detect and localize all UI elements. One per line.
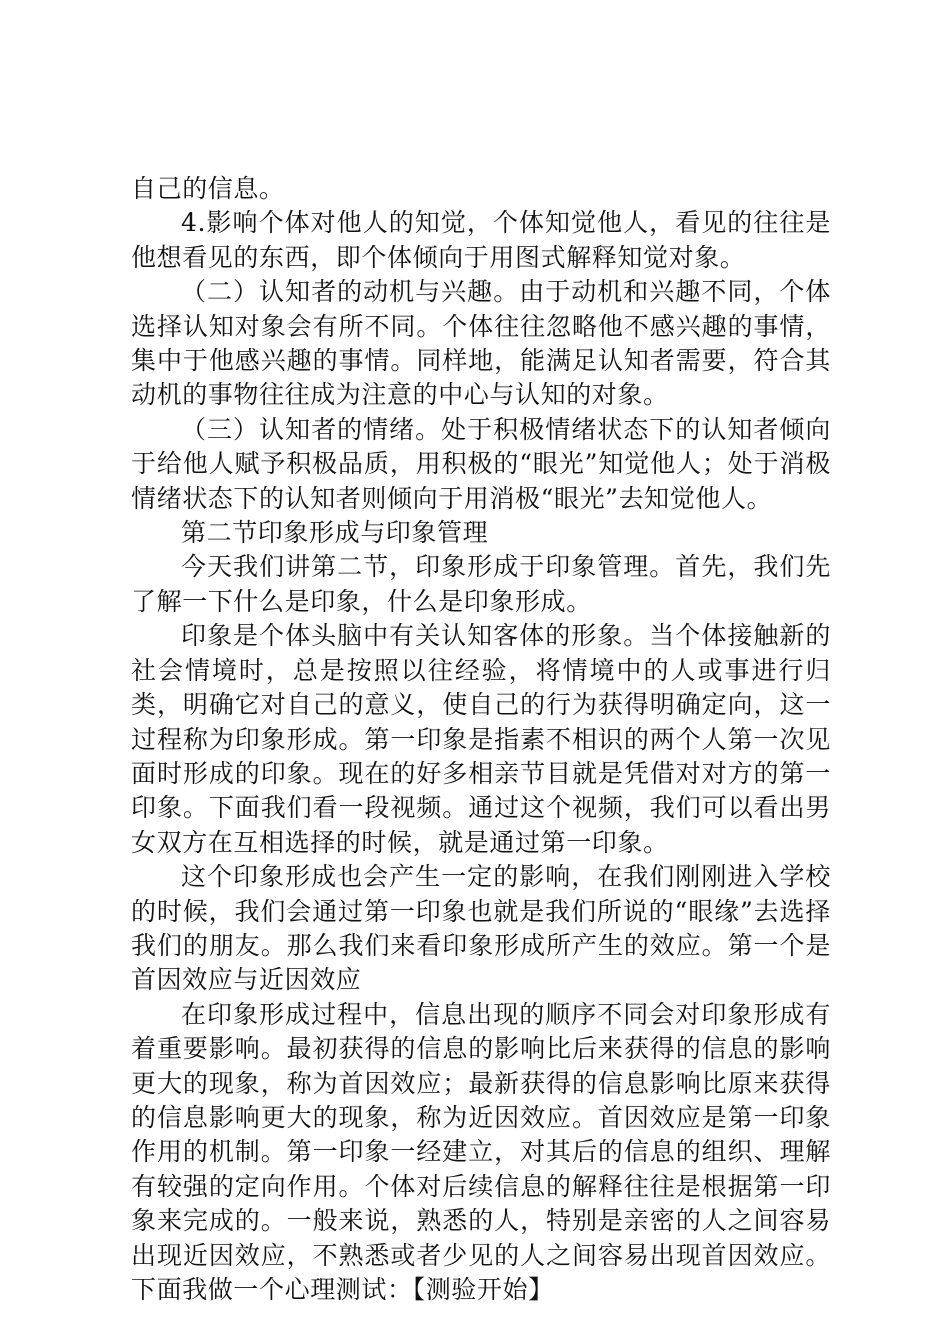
paragraph: 自己的信息。 bbox=[131, 174, 285, 203]
paragraph: （三）认知者的情绪。处于积极情绪状态下的认知者倾向于给他人赋予积极品质，用积极的“眼光”知觉他人；处于消极情绪状态下的认知者则倾向于用消极“眼光”去知觉他人。 bbox=[131, 414, 831, 513]
paragraph: 今天我们讲第二节，印象形成于印象管理。首先，我们先了解一下什么是印象，什么是印象形成。 bbox=[131, 552, 831, 616]
paragraph: （二）认知者的动机与兴趣。由于动机和兴趣不同，个体选择认知对象会有所不同。个体往往忽略他不感兴趣的事情，集中于他感兴趣的事情。同样地，能满足认知者需要，符合其动机的事物往往成为注意的中心与认知的对象。 bbox=[131, 277, 831, 410]
section-heading: 第二节印象形成与印象管理 bbox=[181, 518, 489, 548]
document-body bbox=[131, 172, 831, 1307]
paragraph: 在印象形成过程中，信息出现的顺序不同会对印象形成有着重要影响。最初获得的信息的影响比后来获得的信息的影响更大的现象，称为首因效应；最新获得的信息影响比原来获得的信息影响更大的现象，称为近因效应。首因效应是第一印象作用的机制。第一印象一经建立，对其后的信息的组织、理解有较强的定向作用。个体对后续信息的解释往往是根据第一印象来完成的。一般来说，熟悉的人，特别是亲密的人之间容易出现近因效应，不熟悉或者少见的人之间容易出现首因效应。下面我做一个心理测试：【测验开始】 bbox=[131, 999, 831, 1304]
paragraph: 4.影响个体对他人的知觉，个体知觉他人，看见的往往是他想看见的东西，即个体倾向于用图式解释知觉对象。 bbox=[131, 208, 831, 272]
paragraph: 印象是个体头脑中有关认知客体的形象。当个体接触新的社会情境时，总是按照以往经验，将情境中的人或事进行归类，明确它对自己的意义，使自己的行为获得明确定向，这一过程称为印象形成。第一印象是指素不相识的两个人第一次见面时形成的印象。现在的好多相亲节目就是凭借对对方的第一印象。下面我们看一段视频。通过这个视频，我们可以看出男女双方在互相选择的时候，就是通过第一印象。 bbox=[131, 621, 831, 857]
paragraph: 这个印象形成也会产生一定的影响，在我们刚刚进入学校的时候，我们会通过第一印象也就是我们所说的“眼缘”去选择我们的朋友。那么我们来看印象形成所产生的效应。第一个是首因效应与近因效应 bbox=[131, 862, 831, 995]
